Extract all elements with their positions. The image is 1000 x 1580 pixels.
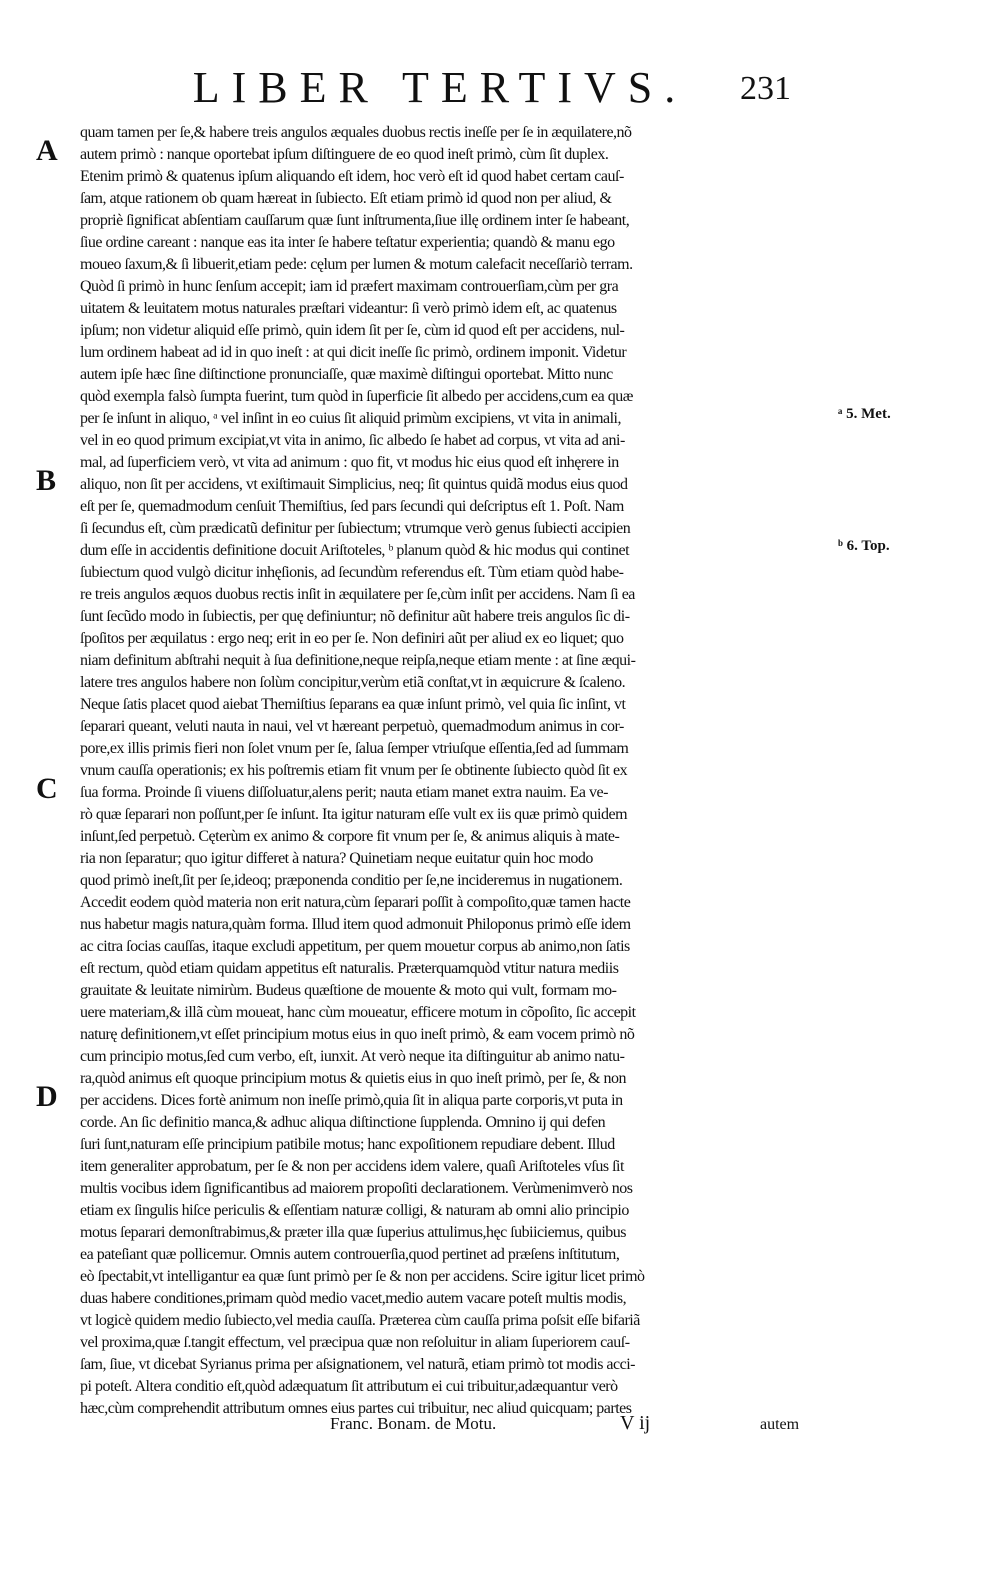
text-line: eſt per ſe, quemadmodum cenſuit Themiſtius, ſed pars ſecundi qui deſcriptus eſt 1. Poſt. Nam [80,498,624,515]
text-line: dum eſſe in accidentis definitione docuit Ariſtoteles, ᵇ planum quòd & hic modus qui continet [80,542,630,559]
page-number: 231 [740,70,791,107]
text-line: ſam, ſiue, vt dicebat Syrianus prima per aſsignationem, vel naturã, etiam primò tot modis acci- [80,1356,635,1373]
text-line: ea pateſiant quæ pollicemur. Omnis autem controuerſia,quod pertinet ad præſens inſtitutum, [80,1246,620,1263]
text-line: grauitate & leuitate nimirùm. Budeus quæſtione de mouente & moto qui vult, formam mo- [80,982,617,999]
margin-note-a: ᵃ 5. Met. [838,406,891,422]
text-line: ſuri ſunt,naturam eſſe principium patibile motus; hanc expoſitionem repudiare debent. Illud [80,1136,615,1153]
text-line: duas habere conditiones,primam quòd medio vacet,medio autem vacare poteſt multis modis, [80,1290,627,1307]
text-line: vt logicè quidem medio ſubiecto,vel media cauſſa. Præterea cùm cauſſa prima poſsit eſſe bifariã [80,1312,640,1329]
text-line: vnum cauſſa operationis; ex his poſtremis etiam fit vnum per ſe obtinente ſubiecto quòd ſit ex [80,762,628,779]
text-line: corde. An ſic definitio manca,& adhuc aliqua diſtinctione ſupplenda. Omnino ij qui defen [80,1114,606,1131]
text-line: inſunt,ſed perpetuò. Cęterùm ex animo & corpore fit vnum per ſe, & animus aliquis à mate- [80,828,620,845]
text-line: re treis angulos æquos duobus rectis inſit in æquilatere per ſe,cùm inſit per accidens. Nam ſi ea [80,586,635,603]
text-line: multis vocibus idem ſignificantibus ad maiorem propoſiti declarationem. Verùmenimverò nos [80,1180,633,1197]
text-line: vel in eo quod primum excipiat,vt vita in animo, ſic albedo ſe habet ad corpus, vt vita ad ani- [80,432,625,449]
text-line: motus ſeparari demonſtrabimus,& præter illa quæ ſuperius attulimus,hęc ſubiiciemus, quibus [80,1224,627,1241]
text-line: ſua forma. Proinde ſi viuens diſſoluatur,alens perit; nauta etiam manet extra nauim. Ea ve- [80,784,608,801]
text-line: hæc,cùm comprehendit attributum omnes eius partes cui tribuitur, nec aliud quicquam; partes [80,1400,632,1417]
text-line: ſam, atque rationem ob quam hæreat in ſubiecto. Eſt etiam primò id quod non per aliud, & [80,190,612,207]
text-line: ſpoſitos per æquilatus : ergo neq; erit in eo per ſe. Non definiri aũt per aliud ex eo liquet; quo [80,630,624,647]
text-line: naturę definitionem,vt eſſet principium motus eius in quo ineſt primò, & eam vocem primò nõ [80,1026,635,1043]
margin-note-b: ᵇ 6. Top. [838,538,890,554]
section-letter-a: A [36,134,58,167]
text-line: item generaliter approbatum, per ſe & non per accidens idem valere, quaſi Ariſtoteles vſus ſit [80,1158,624,1175]
text-line: quam tamen per ſe,& habere treis angulos æquales duobus rectis ineſſe per ſe in æquilatere,nõ [80,124,632,141]
text-line: ra,quòd animus eſt quoque principium motus & quietis eius in quo ineſt primò, per ſe, & non [80,1070,626,1087]
text-line: eſt rectum, quòd etiam quidam appetitus eſt naturalis. Præterquamquòd vtitur natura mediis [80,960,619,977]
signature-mark: V ij [620,1412,651,1434]
text-line: rò quæ ſeparari non poſſunt,per ſe inſunt. Ita igitur naturam eſſe vult ex iis quæ primò quidem [80,806,628,823]
text-line: cum principio motus,ſed cum verbo, eſt, iunxit. At verò neque ita diſtinguitur ab animo natu- [80,1048,625,1065]
text-line: niam definitum abſtrahi nequit à ſua definitione,neque reipſa,neque etiam mente : at ſine æqui- [80,652,636,669]
text-line: uitatem & leuitatem motus naturales præſtari videantur: ſi verò primò idem eſt, ac quatenus [80,300,617,317]
section-letter-d: D [36,1080,58,1113]
text-line: aliquo, non ſit per accidens, vt exiſtimauit Simplicius, neq; ſit quintus quidã modus eius quod [80,476,628,493]
text-line: per ſe inſunt in aliquo, ᵃ vel inſint in eo cuius ſit aliquid primùm excipiens, vt vita in animali, [80,410,621,427]
text-line: quòd exempla falsò ſumpta fuerint, tum quòd in ſuperficie ſit albedo per accidens,cum ea quæ [80,388,633,405]
text-line: etiam ex ſingulis hiſce periculis & eſſentiam naturæ colligi, & naturam ab omni alio principio [80,1202,629,1219]
text-line: ac citra ſocias cauſſas, itaque excludi appetitum, per quem mouetur corpus ab animo,non ſatis [80,938,630,955]
text-line: quod primò ineſt,ſit per ſe,ideoq; præponenda conditio per ſe,ne incideremus in nugationem. [80,872,623,889]
text-line: eò ſpectabit,vt intelligantur ea quæ ſunt primò per ſe & non per accidens. Scire igitur licet primò [80,1268,645,1285]
text-line: ſubiectum quod vulgò dicitur inhęſionis, ad ſecundùm referendus eſt. Tùm etiam quòd habe- [80,564,624,581]
page-title: LIBER TERTIVS. [192,63,688,112]
text-line: moueo ſaxum,& ſi libuerit,etiam pede: cęlum per lumen & motum calefacit neceſſariò terram. [80,256,633,273]
text-line: Neque ſatis placet quod aiebat Themiſtius ſeparans ea quæ inſunt primò, vel quia ſic inſint, vt [80,696,626,713]
text-line: per accidens. Dices fortè animum non ineſſe primò,quia ſit in aliqua parte corporis,vt puta in [80,1092,623,1109]
text-line: propriè ſignificat abſentiam cauſſarum quæ ſunt inſtrumenta,ſiue illę ordinem inter ſe habeant, [80,212,630,229]
text-line: pore,ex illis primis fieri non ſolet vnum per ſe, ſalua ſemper vtriuſque eſſentia,ſed ad ſummam [80,740,629,757]
text-line: ſeparari queant, veluti nauta in naui, vel vt hæreant perpetuò, quemadmodum animus in cor- [80,718,624,735]
text-line: ſiue ordine careant : nanque eas ita inter ſe habere teſtatur experientia; quandò & manu ego [80,234,615,251]
text-line: pi poteſt. Altera conditio eſt,quòd adæquatum ſit attributum ei cui tribuitur,adæquantur verò [80,1378,618,1395]
text-line: ria non ſeparatur; quo igitur differet à natura? Quinetiam neque euitatur quin hoc modo [80,850,593,867]
text-line: latere tres angulos habere non ſolùm concipitur,verùm etiã conſtat,vt in æquicrure & ſcaleno. [80,674,626,691]
section-letter-b: B [36,464,57,497]
text-line: ſi ſecundus eſt, cùm prædicatũ definitur per ſubiectum; vtrumque verò genus ſubiecti accipien [80,520,631,537]
text-line: autem ipſe hæc ſine diſtinctione pronunciaſſe, quæ maximè diſtingui oportebat. Mitto nunc [80,366,613,383]
text-line: lum ordinem habeat ad id in quo ineſt : at qui dicit ineſſe ſic primò, ordinem imponit. Videtur [80,344,627,361]
footer-signature: Franc. Bonam. de Motu. [330,1414,497,1433]
text-line: vel proxima,quæ ſ.tangit effectum, vel præcipua quæ non reſoluitur in aliam ſuperiorem cauſ- [80,1334,630,1351]
catchword: autem [760,1416,800,1433]
text-line: Accedit eodem quòd materia non erit natura,cùm ſeparari poſſit à compoſito,quæ tamen hacte [80,894,631,911]
text-line: mal, ad ſuperficiem verò, vt vita ad animum : quo fit, vt modus hic eius quod eſt inhęrere in [80,454,619,471]
text-line: autem primò : nanque oportebat ipſum diſtinguere de eo quod ineſt primò, cùm ſit duplex. [80,146,609,163]
text-line: ſunt ſecũdo modo in ſubiectis, per quę definiuntur; nõ definitur aũt habere treis angulos ſic di- [80,608,630,625]
section-letter-c: C [36,772,58,805]
text-line: Etenim primò & quatenus ipſum aliquando eſt idem, hoc verò eſt id quod habet certam cauſ- [80,168,624,185]
text-line: ipſum; non videtur aliquid eſſe primò, quin idem ſit per ſe, cùm id quod eſt per accidens, nul- [80,322,625,339]
text-line: nus habetur magis natura,quàm forma. Illud item quod admonuit Philoponus primò eſſe idem [80,916,631,933]
text-line: Quòd ſi primò in hunc ſenſum accepit; iam id præfert maximam controuerſiam,cùm per gra [80,278,619,295]
body-text [80,122,830,1420]
text-line: uere materiam,& illã cùm moueat, hanc cùm moueatur, efficere motum in cõpoſito, ſic accepit [80,1004,636,1021]
